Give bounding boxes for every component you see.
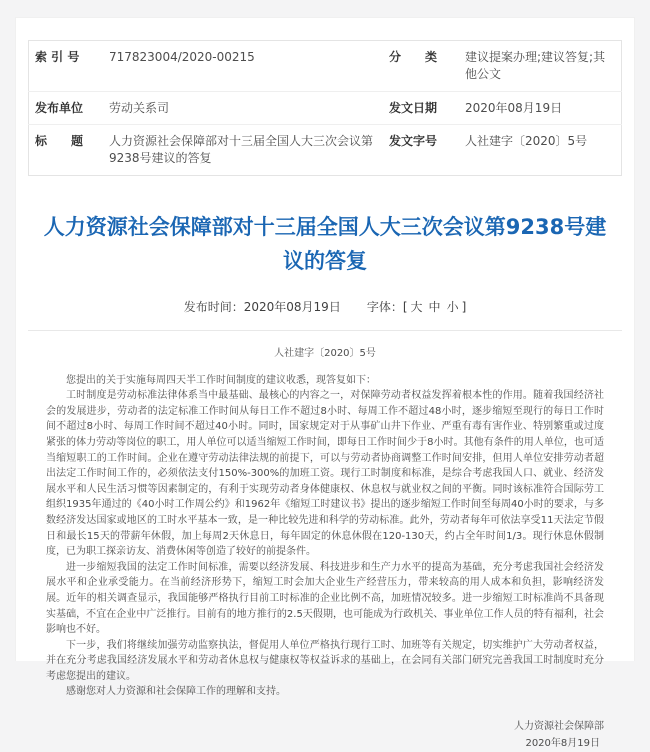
document-card xyxy=(15,17,635,750)
table-row xyxy=(29,91,622,125)
info-value-index-number: 717823004/2020-00215 xyxy=(109,50,255,64)
info-label-issue-date: 发文日期 xyxy=(383,91,459,125)
font-size-small-button[interactable]: 小 xyxy=(446,300,459,315)
info-label-index-number: 索 引 号 xyxy=(35,50,80,64)
signature-date: 2020年8月19日 xyxy=(525,738,600,750)
table-row xyxy=(29,125,622,176)
body-paragraph: 下一步，我们将继续加强劳动监察执法，督促用人单位严格执行现行工时、加班等有关规定，切实维护广大劳动者权益，并在充分考虑我国经济发展水平和劳动者休息权与健康权等权益诉求的基础上，在会同有关部门研究完善我国工时制度时充分考虑您提出的建议。 xyxy=(46,639,604,682)
body-paragraph: 工时制度是劳动标准法律体系当中最基础、最核心的内容之一，对保障劳动者权益发挥着根本性的作用。随着我国经济社会的发展进步，劳动者的法定标准工作时间从每日工作不超过8小时、每周工作不超过48小时，逐步缩短至现行的每日工作时间不超过8小时、每周工作时间不超过40小时。同时，国家规定对于从事矿山井下作业、严重有毒有害作业、特别繁重或过度紧张的体力劳动等岗位的职工，用人单位可以适当缩短工作时间，即每日工作时间少于8小时。其他有条件的用人单位，也可适当缩短职工的工作时间。企业在遵守劳动法律法规的前提下，可以与劳动者协商调整工作时间安排，但用人单位安排劳动者超出法定工作时间工作的，必须依法支付150%-300%的加班工资。现行工时制度和标准，是综合考虑我国人口、就业、经济发展水平和人民生活习惯等因素制定的，有利于实现劳动者身体健康权、休息权与就业权之间的平衡。同时该标准符合国际劳工组织1935年通过的《40小时工作周公约》和1962年《缩短工时建议书》提出的逐步缩短工作时间至每周40小时的要求，与多数经济发达国家或地区的工时水平基本一致，是一种比较先进和科学的劳动标准。此外，劳动者每年可依法享受11天法定节假日和最长15天的带薪年休假，加上每周2天休息日，每年固定的休息休假在120-130天，约占全年时间1/3。现行休息休假制度，已为职工探亲访友、消费休闲等创造了较好的前提条件。 xyxy=(46,390,604,558)
info-value-issue-date: 2020年08月19日 xyxy=(459,91,622,125)
info-label-category: 分 类 xyxy=(389,50,438,64)
body-paragraph: 感谢您对人力资源和社会保障工作的理解和支持。 xyxy=(66,686,286,698)
info-label-title: 标 题 xyxy=(29,125,104,176)
article-body xyxy=(46,346,604,752)
publish-meta-bar xyxy=(16,298,634,315)
table-row xyxy=(29,41,622,92)
doc-number: 人社建字〔2020〕5号 xyxy=(274,348,376,360)
info-value-publish-unit: 劳动关系司 xyxy=(103,91,383,125)
page-title: 人力资源社会保障部对十三届全国人大三次会议第9238号建议的答复 xyxy=(43,214,607,273)
publish-time-value: 2020年08月19日 xyxy=(243,300,341,315)
divider xyxy=(28,330,622,331)
signature-block xyxy=(46,718,604,752)
font-bracket-left: [ xyxy=(402,300,408,315)
font-size-label: 字体： xyxy=(366,300,403,315)
font-size-large-button[interactable]: 大 xyxy=(410,300,423,315)
font-size-medium-button[interactable]: 中 xyxy=(428,300,441,315)
info-value-category: 建议提案办理;建议答复;其他公文 xyxy=(465,50,606,81)
font-size-control xyxy=(403,300,466,314)
info-label-doc-symbol: 发文字号 xyxy=(383,125,459,176)
info-value-title: 人力资源社会保障部对十三届全国人大三次会议第9238号建议的答复 xyxy=(103,125,383,176)
signature-org: 人力资源社会保障部 xyxy=(514,721,604,733)
body-paragraph: 进一步缩短我国的法定工作时间标准，需要以经济发展、科技进步和生产力水平的提高为基础，充分考虑我国社会经济发展水平和企业承受能力。在当前经济形势下，缩短工时会加大企业生产经营压力，带来较高的用人成本和负担，影响经济发展。近年的相关调查显示，我国能够严格执行目前工时标准的企业比例不高，加班情况较多。进一步缩短工时标准尚不具备现实基础，不宜在企业中广泛推行。目前有的地方推行的2.5天假期，也可能成为行政机关、事业单位工作人员的特有福利，社会影响也不好。 xyxy=(46,561,604,636)
info-label-publish-unit: 发布单位 xyxy=(29,91,104,125)
info-value-doc-symbol: 人社建字〔2020〕5号 xyxy=(459,125,622,176)
font-bracket-right: ] xyxy=(461,300,467,315)
publish-time-label: 发布时间： xyxy=(183,300,244,315)
body-paragraph: 您提出的关于实施每周四天半工作时间制度的建议收悉，现答复如下： xyxy=(66,374,376,386)
document-info-table xyxy=(28,40,622,176)
